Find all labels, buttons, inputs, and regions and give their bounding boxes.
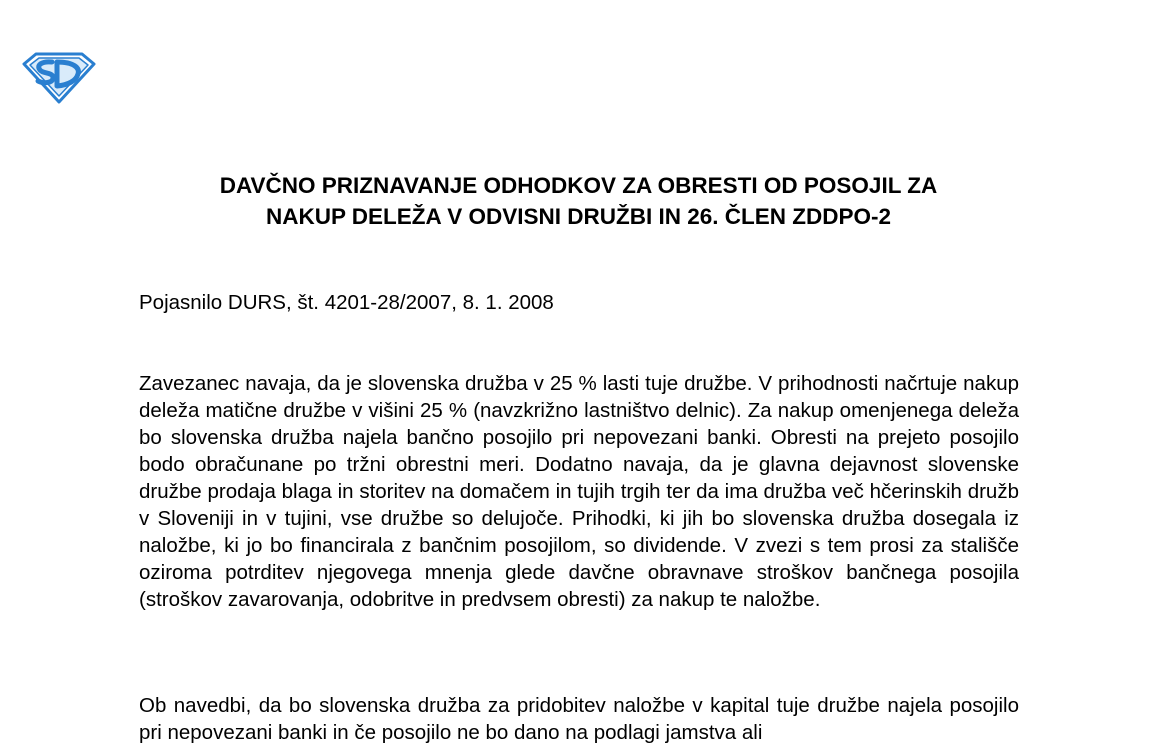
document-title [100, 170, 1057, 232]
body-paragraph-1: Zavezanec navaja, da je slovenska družba v 25 % lasti tuje družbe. V prihodnosti načrtuje nakup deleža matične družbe v višini 25 % (navzkrižno lastništvo delnic). Za nakup omenjenega deleža bo slovenska družba najela bančno posojilo pri nepovezani banki. Obresti na prejeto posojilo bodo obračunane po tržni obrestni meri. Dodatno navaja, da je glavna dejavnost slovenske družbe prodaja blaga in storitev na domačem in tujih trgih ter da ima družba več hčerinskih družb v Sloveniji in v tujini, vse družbe so delujoče. Prihodki, ki jih bo slovenska družba dosegala iz naložbe, ki jo bo financirala z bančnim posojilom, so dividende. V zvezi s tem prosi za stališče oziroma potrditev njegovega mnenja glede davčne obravnave stroškov bančnega posojila (stroškov zavarovanja, odobritve in predvsem obresti) za nakup te naložbe. [139, 372, 1019, 611]
body-paragraph-2: Ob navedbi, da bo slovenska družba za pridobitev naložbe v kapital tuje družbe najela posojilo pri nepovezani banki in če posojilo ne bo dano na podlagi jamstva ali [139, 694, 1019, 744]
document-reference: Pojasnilo DURS, št. 4201-28/2007, 8. 1. 2008 [139, 291, 554, 314]
document-title-line-1: DAVČNO PRIZNAVANJE ODHODKOV ZA OBRESTI OD POSOJIL ZA [219, 173, 938, 198]
sd-shield-logo-icon [22, 50, 96, 104]
document-title-line-2: NAKUP DELEŽA V ODVISNI DRUŽBI IN 26. ČLEN ZDDPO-2 [265, 204, 892, 229]
